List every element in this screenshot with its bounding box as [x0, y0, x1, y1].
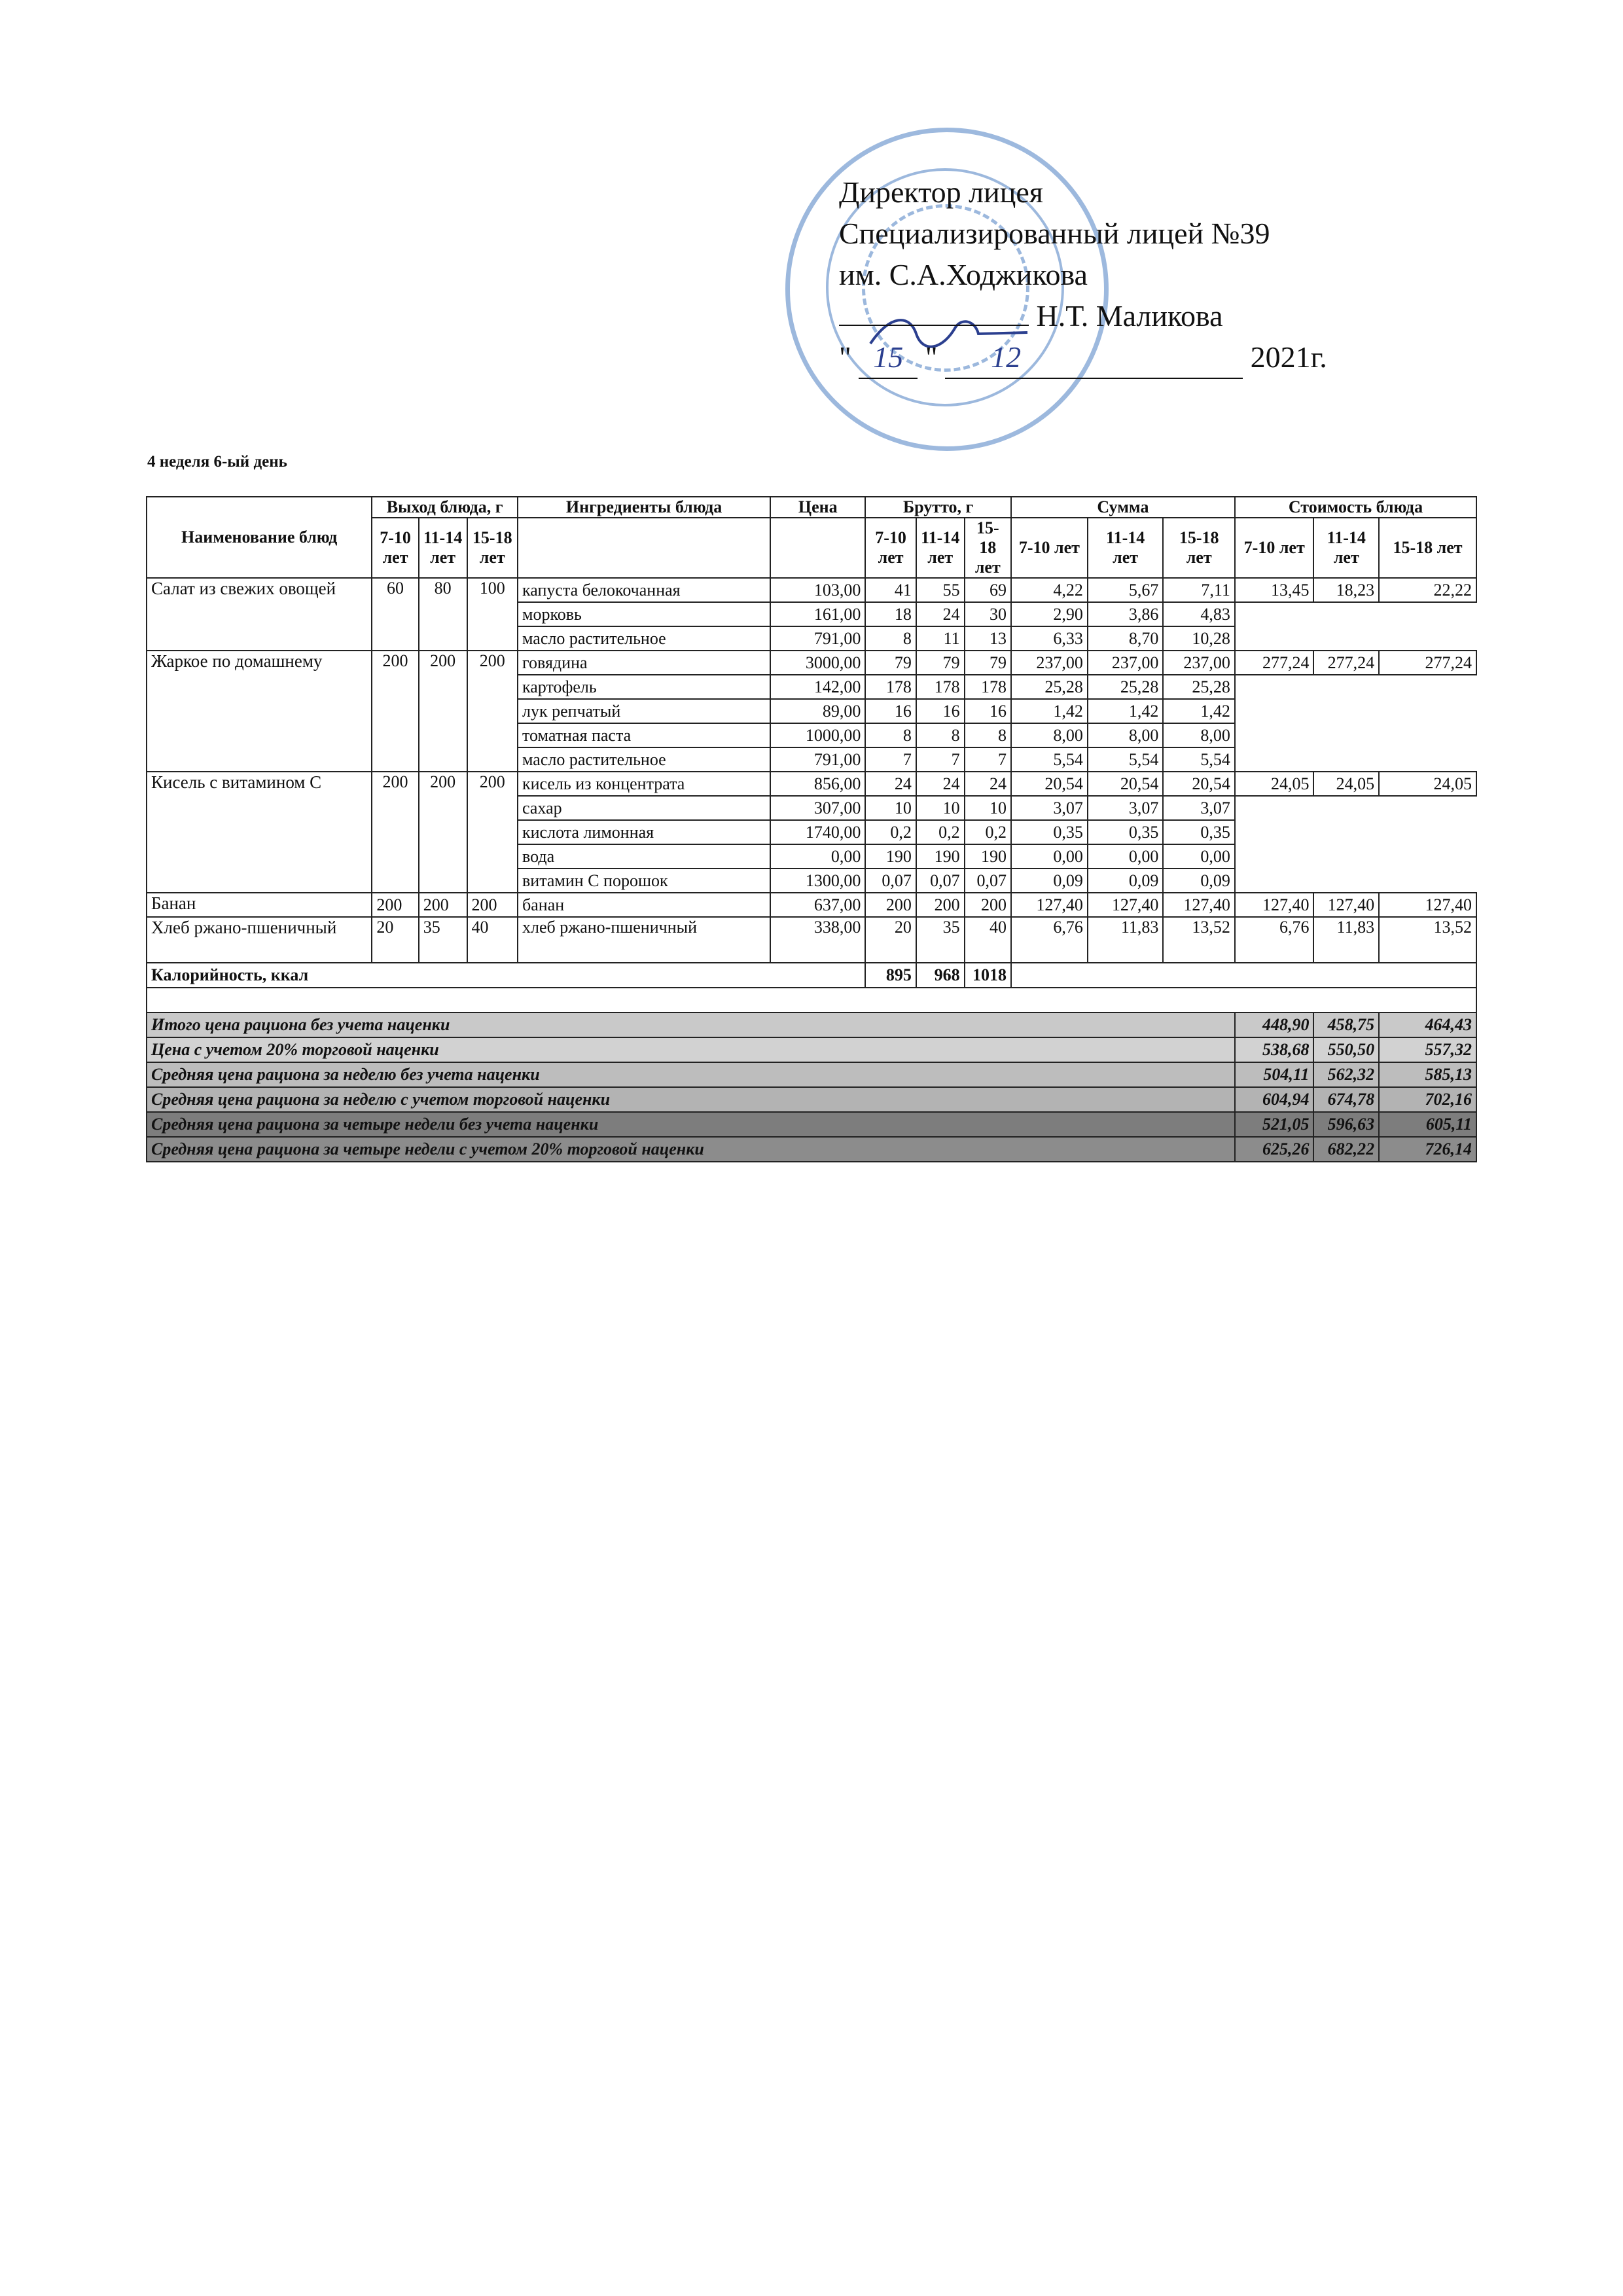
ingredient: вода	[518, 844, 770, 869]
calories-label: Калорийность, ккал	[147, 963, 865, 988]
sum-7-10: 0,00	[1011, 844, 1088, 869]
cost-7-10: 127,40	[1235, 893, 1314, 917]
summary-15-18: 605,11	[1379, 1112, 1476, 1137]
header-age-7-10: 7-10 лет	[1011, 518, 1088, 578]
summary-row	[147, 1087, 1476, 1112]
summary-11-14: 682,22	[1313, 1137, 1379, 1162]
summary-row	[147, 1013, 1476, 1037]
gross-11-14: 7	[916, 747, 965, 772]
gross-11-14: 178	[916, 675, 965, 699]
header-age-15-18: 15-18 лет	[1379, 518, 1476, 578]
table-row	[147, 893, 1476, 917]
approval-school-name: им. С.А.Ходжикова	[839, 258, 1088, 291]
sum-15-18: 10,28	[1163, 626, 1235, 651]
gross-15-18: 0,07	[965, 869, 1011, 893]
price: 3000,00	[770, 651, 865, 675]
dish-name: Банан	[147, 893, 372, 917]
gross-7-10: 200	[865, 893, 916, 917]
cost-7-10: 13,45	[1235, 578, 1314, 602]
sum-15-18: 25,28	[1163, 675, 1235, 699]
price: 1000,00	[770, 723, 865, 747]
sum-15-18: 0,35	[1163, 820, 1235, 844]
gross-11-14: 200	[916, 893, 965, 917]
sum-7-10: 127,40	[1011, 893, 1088, 917]
ingredient: капуста белокочанная	[518, 578, 770, 602]
gross-15-18: 69	[965, 578, 1011, 602]
sum-11-14: 20,54	[1088, 772, 1164, 796]
header-age-15-18: 15-18 лет	[965, 518, 1011, 578]
sum-15-18: 0,09	[1163, 869, 1235, 893]
cost-15-18: 127,40	[1379, 893, 1476, 917]
sum-15-18: 1,42	[1163, 699, 1235, 723]
sum-7-10: 0,35	[1011, 820, 1088, 844]
sum-7-10: 2,90	[1011, 602, 1088, 626]
summary-7-10: 521,05	[1235, 1112, 1314, 1137]
output-11-14: 200	[419, 772, 467, 893]
sum-15-18: 0,00	[1163, 844, 1235, 869]
gross-15-18: 30	[965, 602, 1011, 626]
date-month: 12	[945, 336, 1243, 379]
gross-7-10: 41	[865, 578, 916, 602]
approval-director-line	[839, 295, 1493, 336]
calories-empty	[1011, 963, 1476, 988]
cost-11-14: 277,24	[1313, 651, 1379, 675]
ingredient: банан	[518, 893, 770, 917]
gross-11-14: 35	[916, 917, 965, 963]
output-15-18: 200	[467, 772, 518, 893]
cost-11-14: 11,83	[1313, 917, 1379, 963]
approval-date-line	[839, 336, 1493, 379]
cost-empty	[1235, 675, 1476, 772]
dish-name: Кисель с витамином С	[147, 772, 372, 893]
gross-7-10: 16	[865, 699, 916, 723]
summary-label: Средняя цена рациона за четыре недели с учетом 20% торговой наценки	[147, 1137, 1235, 1162]
header-age-11-14: 11-14 лет	[1088, 518, 1164, 578]
sum-7-10: 4,22	[1011, 578, 1088, 602]
sum-11-14: 25,28	[1088, 675, 1164, 699]
ingredient: кисель из концентрата	[518, 772, 770, 796]
cost-11-14: 24,05	[1313, 772, 1379, 796]
header-age-7-10: 7-10 лет	[865, 518, 916, 578]
table-row	[147, 772, 1476, 796]
date-day: 15	[859, 336, 918, 379]
gross-11-14: 190	[916, 844, 965, 869]
header-age-7-10: 7-10 лет	[1235, 518, 1314, 578]
summary-label: Цена с учетом 20% торговой наценки	[147, 1037, 1235, 1062]
price: 791,00	[770, 626, 865, 651]
price: 637,00	[770, 893, 865, 917]
output-15-18: 200	[467, 651, 518, 772]
output-11-14: 35	[419, 917, 467, 963]
summary-15-18: 557,32	[1379, 1037, 1476, 1062]
gross-11-14: 8	[916, 723, 965, 747]
summary-row	[147, 1062, 1476, 1087]
sum-15-18: 237,00	[1163, 651, 1235, 675]
gross-15-18: 10	[965, 796, 1011, 820]
gross-7-10: 8	[865, 723, 916, 747]
calories-row	[147, 963, 1476, 988]
ingredient: витамин С порошок	[518, 869, 770, 893]
header-age-11-14: 11-14 лет	[419, 518, 467, 578]
gross-7-10: 24	[865, 772, 916, 796]
gross-15-18: 24	[965, 772, 1011, 796]
sum-7-10: 6,76	[1011, 917, 1088, 963]
cost-7-10: 277,24	[1235, 651, 1314, 675]
price: 338,00	[770, 917, 865, 963]
output-11-14: 200	[419, 893, 467, 917]
ingredient: морковь	[518, 602, 770, 626]
gross-15-18: 0,2	[965, 820, 1011, 844]
gross-15-18: 40	[965, 917, 1011, 963]
menu-table	[146, 496, 1477, 1162]
header-age-11-14: 11-14 лет	[916, 518, 965, 578]
gross-11-14: 79	[916, 651, 965, 675]
summary-7-10: 604,94	[1235, 1087, 1314, 1112]
cost-15-18: 24,05	[1379, 772, 1476, 796]
date-quote-close: "	[925, 340, 938, 374]
calories-7-10: 895	[865, 963, 916, 988]
gross-11-14: 16	[916, 699, 965, 723]
header-output: Выход блюда, г	[372, 497, 518, 518]
header-blank	[770, 518, 865, 578]
cost-15-18: 13,52	[1379, 917, 1476, 963]
approval-director: Н.Т. Маликова	[1036, 299, 1223, 332]
summary-11-14: 550,50	[1313, 1037, 1379, 1062]
cost-7-10: 24,05	[1235, 772, 1314, 796]
header-age-15-18: 15-18 лет	[467, 518, 518, 578]
gross-11-14: 11	[916, 626, 965, 651]
gross-11-14: 0,07	[916, 869, 965, 893]
header-blank	[518, 518, 770, 578]
cost-15-18: 277,24	[1379, 651, 1476, 675]
header-cost: Стоимость блюда	[1235, 497, 1476, 518]
ingredient: масло растительное	[518, 747, 770, 772]
gross-7-10: 10	[865, 796, 916, 820]
output-7-10: 20	[372, 917, 418, 963]
day-title: 4 неделя 6-ый день	[147, 453, 287, 471]
summary-7-10: 625,26	[1235, 1137, 1314, 1162]
sum-11-14: 8,00	[1088, 723, 1164, 747]
gross-7-10: 8	[865, 626, 916, 651]
header-dish: Наименование блюд	[147, 497, 372, 578]
approval-school: Специализированный лицей №39	[839, 217, 1270, 250]
spacer-row	[147, 988, 1476, 1013]
summary-15-18: 585,13	[1379, 1062, 1476, 1087]
sum-15-18: 127,40	[1163, 893, 1235, 917]
price: 1300,00	[770, 869, 865, 893]
dish-name: Жаркое по домашнему	[147, 651, 372, 772]
sum-11-14: 11,83	[1088, 917, 1164, 963]
sum-15-18: 4,83	[1163, 602, 1235, 626]
dish-name: Салат из свежих овощей	[147, 578, 372, 651]
header-gross: Брутто, г	[865, 497, 1011, 518]
gross-15-18: 7	[965, 747, 1011, 772]
dish-name: Хлеб ржано-пшеничный	[147, 917, 372, 963]
output-15-18: 100	[467, 578, 518, 651]
menu-body	[147, 578, 1476, 1162]
summary-row	[147, 1137, 1476, 1162]
sum-7-10: 5,54	[1011, 747, 1088, 772]
sum-7-10: 8,00	[1011, 723, 1088, 747]
price: 791,00	[770, 747, 865, 772]
cost-7-10: 6,76	[1235, 917, 1314, 963]
cost-11-14: 127,40	[1313, 893, 1379, 917]
cost-15-18: 22,22	[1379, 578, 1476, 602]
sum-11-14: 0,00	[1088, 844, 1164, 869]
summary-7-10: 538,68	[1235, 1037, 1314, 1062]
summary-15-18: 464,43	[1379, 1013, 1476, 1037]
gross-15-18: 178	[965, 675, 1011, 699]
ingredient: масло растительное	[518, 626, 770, 651]
cost-empty	[1235, 796, 1476, 893]
approval-block	[839, 171, 1493, 379]
price: 142,00	[770, 675, 865, 699]
sum-11-14: 5,54	[1088, 747, 1164, 772]
sum-7-10: 1,42	[1011, 699, 1088, 723]
sum-15-18: 3,07	[1163, 796, 1235, 820]
price: 0,00	[770, 844, 865, 869]
sum-15-18: 8,00	[1163, 723, 1235, 747]
sum-7-10: 25,28	[1011, 675, 1088, 699]
table-row	[147, 651, 1476, 675]
summary-label: Средняя цена рациона за четыре недели без учета наценки	[147, 1112, 1235, 1137]
gross-7-10: 0,07	[865, 869, 916, 893]
gross-15-18: 200	[965, 893, 1011, 917]
summary-7-10: 448,90	[1235, 1013, 1314, 1037]
header-sum: Сумма	[1011, 497, 1235, 518]
header-ingredients: Ингредиенты блюда	[518, 497, 770, 518]
sum-11-14: 237,00	[1088, 651, 1164, 675]
gross-15-18: 190	[965, 844, 1011, 869]
output-11-14: 200	[419, 651, 467, 772]
approval-title: Директор лицея	[839, 175, 1043, 209]
gross-15-18: 13	[965, 626, 1011, 651]
gross-11-14: 55	[916, 578, 965, 602]
sum-11-14: 127,40	[1088, 893, 1164, 917]
sum-11-14: 0,35	[1088, 820, 1164, 844]
output-11-14: 80	[419, 578, 467, 651]
price: 856,00	[770, 772, 865, 796]
sum-11-14: 5,67	[1088, 578, 1164, 602]
ingredient: картофель	[518, 675, 770, 699]
sum-7-10: 0,09	[1011, 869, 1088, 893]
header-age-7-10: 7-10 лет	[372, 518, 418, 578]
date-quote-open: "	[839, 340, 851, 374]
output-15-18: 40	[467, 917, 518, 963]
price: 103,00	[770, 578, 865, 602]
sum-15-18: 5,54	[1163, 747, 1235, 772]
sum-15-18: 13,52	[1163, 917, 1235, 963]
sum-15-18: 7,11	[1163, 578, 1235, 602]
sum-11-14: 8,70	[1088, 626, 1164, 651]
summary-row	[147, 1112, 1476, 1137]
gross-15-18: 79	[965, 651, 1011, 675]
sum-15-18: 20,54	[1163, 772, 1235, 796]
price: 1740,00	[770, 820, 865, 844]
summary-11-14: 562,32	[1313, 1062, 1379, 1087]
output-7-10: 60	[372, 578, 418, 651]
summary-15-18: 702,16	[1379, 1087, 1476, 1112]
summary-11-14: 596,63	[1313, 1112, 1379, 1137]
summary-15-18: 726,14	[1379, 1137, 1476, 1162]
sum-11-14: 3,07	[1088, 796, 1164, 820]
gross-15-18: 8	[965, 723, 1011, 747]
price: 89,00	[770, 699, 865, 723]
gross-11-14: 0,2	[916, 820, 965, 844]
date-year: 2021г.	[1250, 340, 1327, 374]
summary-7-10: 504,11	[1235, 1062, 1314, 1087]
sum-11-14: 1,42	[1088, 699, 1164, 723]
calories-15-18: 1018	[965, 963, 1011, 988]
spacer-cell	[147, 988, 1476, 1013]
price: 307,00	[770, 796, 865, 820]
output-7-10: 200	[372, 893, 418, 917]
gross-7-10: 178	[865, 675, 916, 699]
price: 161,00	[770, 602, 865, 626]
output-7-10: 200	[372, 651, 418, 772]
summary-label: Итого цена рациона без учета наценки	[147, 1013, 1235, 1037]
summary-11-14: 458,75	[1313, 1013, 1379, 1037]
sum-7-10: 6,33	[1011, 626, 1088, 651]
sum-7-10: 3,07	[1011, 796, 1088, 820]
sum-11-14: 3,86	[1088, 602, 1164, 626]
table-row	[147, 578, 1476, 602]
summary-label: Средняя цена рациона за неделю без учета наценки	[147, 1062, 1235, 1087]
header-age-11-14: 11-14 лет	[1313, 518, 1379, 578]
gross-7-10: 190	[865, 844, 916, 869]
output-7-10: 200	[372, 772, 418, 893]
gross-15-18: 16	[965, 699, 1011, 723]
cost-11-14: 18,23	[1313, 578, 1379, 602]
gross-11-14: 24	[916, 772, 965, 796]
summary-row	[147, 1037, 1476, 1062]
table-row	[147, 917, 1476, 963]
summary-11-14: 674,78	[1313, 1087, 1379, 1112]
gross-7-10: 7	[865, 747, 916, 772]
output-15-18: 200	[467, 893, 518, 917]
header-age-15-18: 15-18 лет	[1163, 518, 1235, 578]
header-price: Цена	[770, 497, 865, 518]
cost-empty	[1235, 602, 1476, 651]
ingredient: говядина	[518, 651, 770, 675]
sum-11-14: 0,09	[1088, 869, 1164, 893]
calories-11-14: 968	[916, 963, 965, 988]
sum-7-10: 20,54	[1011, 772, 1088, 796]
gross-7-10: 20	[865, 917, 916, 963]
sum-7-10: 237,00	[1011, 651, 1088, 675]
gross-11-14: 10	[916, 796, 965, 820]
ingredient: томатная паста	[518, 723, 770, 747]
gross-7-10: 18	[865, 602, 916, 626]
ingredient: сахар	[518, 796, 770, 820]
gross-7-10: 0,2	[865, 820, 916, 844]
gross-7-10: 79	[865, 651, 916, 675]
ingredient: лук репчатый	[518, 699, 770, 723]
ingredient: хлеб ржано-пшеничный	[518, 917, 770, 963]
summary-label: Средняя цена рациона за неделю с учетом торговой наценки	[147, 1087, 1235, 1112]
gross-11-14: 24	[916, 602, 965, 626]
ingredient: кислота лимонная	[518, 820, 770, 844]
